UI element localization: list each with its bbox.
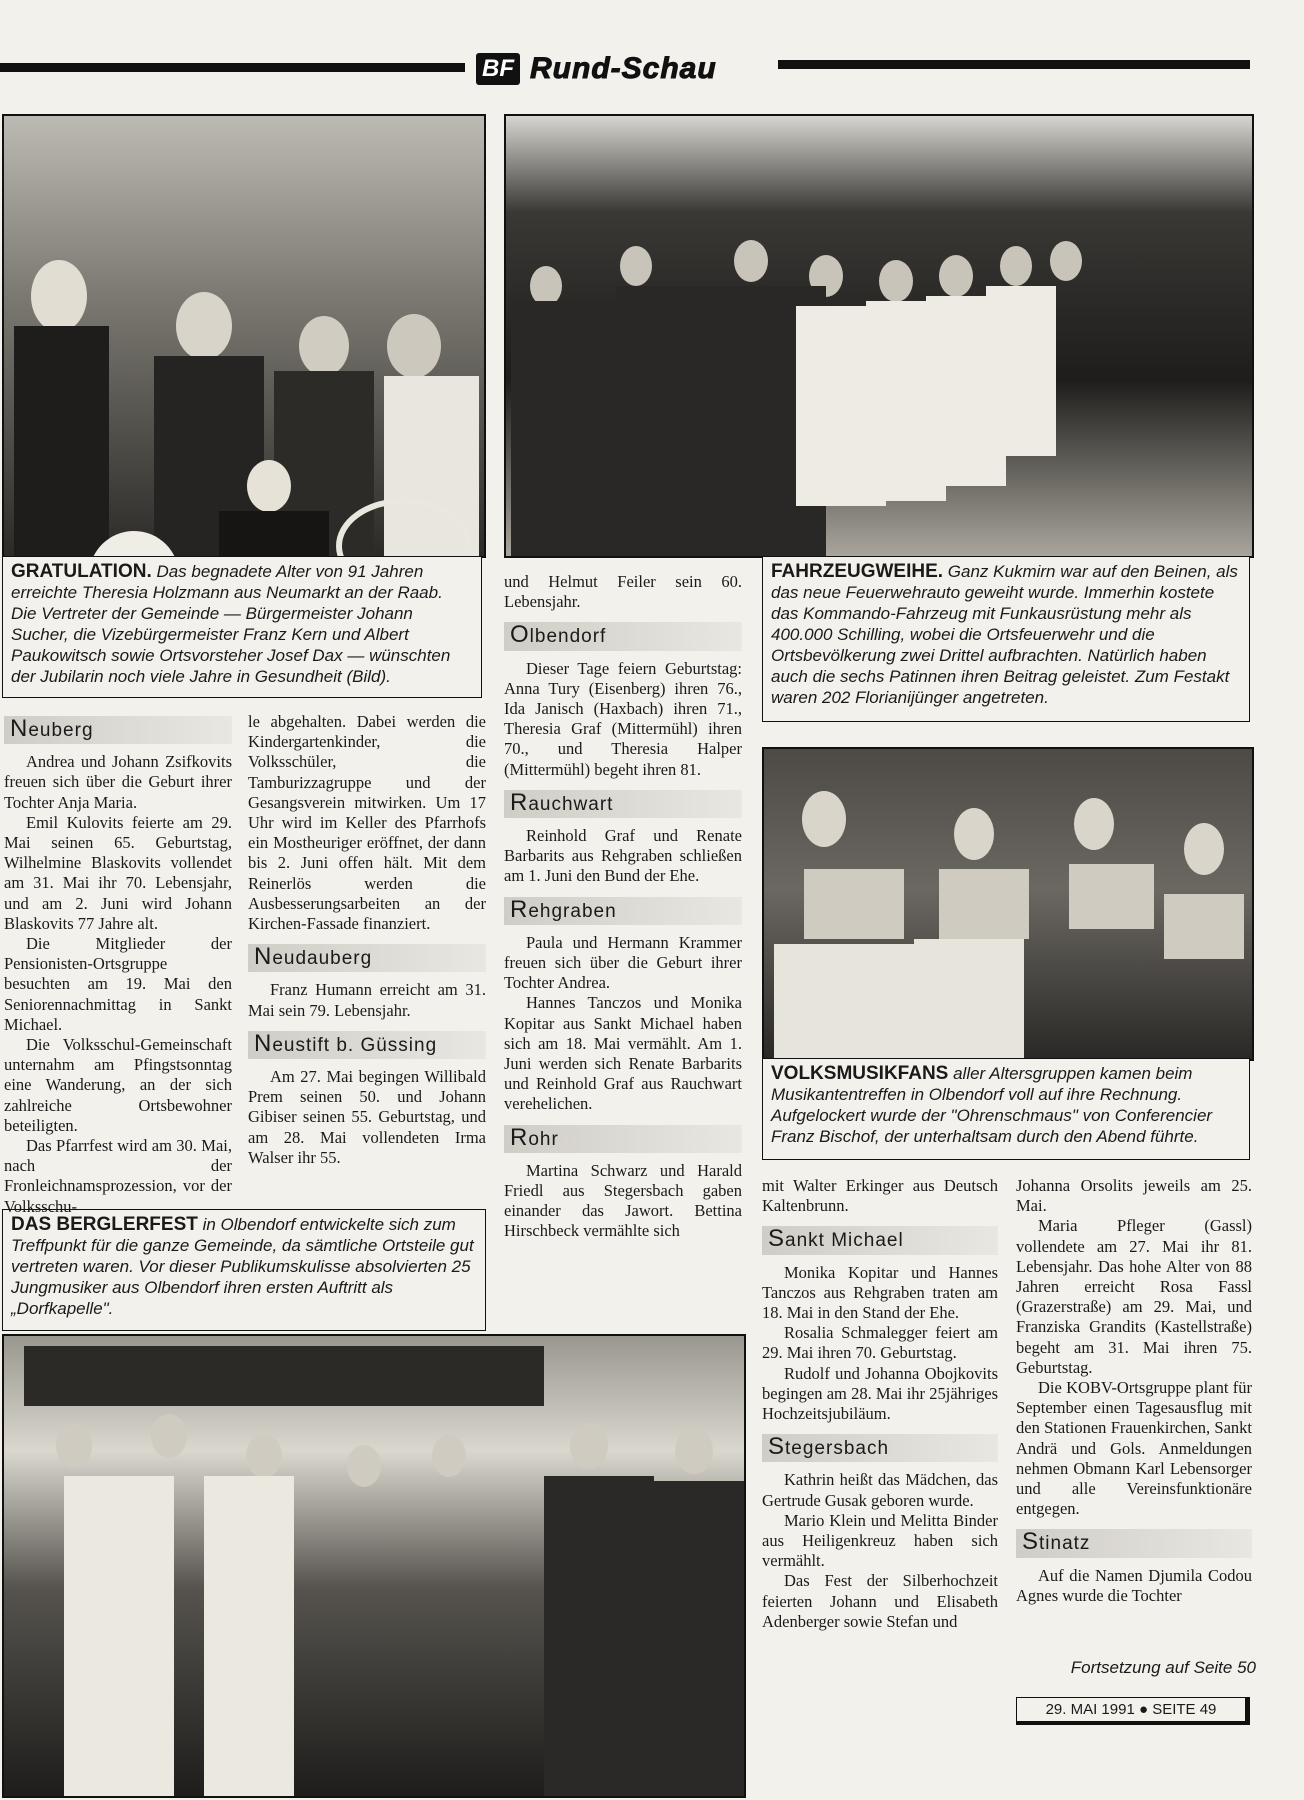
article-paragraph: Die Volksschul-Gemeinschaft unternahm am Pfingstsonntag eine Wanderung, an der sich zahlreiche Ortsbewohner beteiligten. <box>4 1035 232 1135</box>
photo-fahrzeugweihe <box>504 114 1254 558</box>
photo-gratulation-figures <box>4 116 484 556</box>
article-paragraph: Rosalia Schmalegger feiert am 29. Mai ihren 70. Geburtstag. <box>762 1323 998 1363</box>
article-paragraph: Hannes Tanczos und Monika Kopitar aus Sankt Michael haben sich am 18. Mai vermählt. Am 1. Juni werden sich Renate Barbarits und Reinhold Graf aus Rauchwart verehelichen. <box>504 993 742 1114</box>
caption-volksmusik <box>762 1058 1250 1160</box>
article-paragraph: Rudolf und Johanna Obojkovits begingen am 28. Mai ihr 25jähriges Hochzeitsjubiläum. <box>762 1363 998 1424</box>
heading-stegersbach: Stegersbach <box>762 1434 998 1462</box>
article-paragraph: Franz Humann erreicht am 31. Mai sein 79. Lebensjahr. <box>248 980 486 1020</box>
article-paragraph: Andrea und Johann Zsifkovits freuen sich über die Geburt ihrer Tochter Anja Maria. <box>4 752 232 812</box>
heading-sankt-michael: Sankt Michael <box>762 1226 998 1254</box>
caption-berglerfest-text: in Olbendorf entwickelte sich zum Treffpunkt für die ganze Gemeinde, da sämtliche Ortsteile gut vertreten waren. Vor dieser Publikumskulisse absolvierten 25 Jungmusiker aus Olbendorf ihren ersten Auftritt als „Dorfkapelle". <box>11 1215 474 1318</box>
photo-berglerfest-figures <box>4 1336 744 1796</box>
article-paragraph: Auf die Namen Djumila Codou Agnes wurde die Tochter <box>1016 1565 1252 1605</box>
column-2 <box>248 712 486 1168</box>
page-date-badge: 29. MAI 1991 ● SEITE 49 <box>1016 1697 1250 1725</box>
article-paragraph: Das Pfarrfest wird am 30. Mai, nach der Fronleichnamsprozession, vor der Volksschu- <box>4 1136 232 1216</box>
heading-rohr: Rohr <box>504 1125 742 1153</box>
column-3 <box>504 572 742 1242</box>
caption-gratulation-lead: GRATULATION. <box>11 561 152 582</box>
article-paragraph: Johanna Orsolits jeweils am 25. Mai. <box>1016 1176 1252 1216</box>
photo-gratulation <box>2 114 486 558</box>
continued-note: Fortsetzung auf Seite 50 <box>1070 1658 1256 1677</box>
photo-berglerfest <box>2 1334 746 1798</box>
caption-berglerfest <box>2 1209 486 1331</box>
caption-fahrzeugweihe-lead: FAHRZEUGWEIHE. <box>771 561 944 582</box>
caption-volksmusik-lead: VOLKSMUSIKFANS <box>771 1063 949 1084</box>
article-paragraph: Martina Schwarz und Harald Friedl aus Stegersbach gaben einander das Jawort. Bettina Hirschbeck vermählte sich <box>504 1160 742 1241</box>
header-rule-left <box>0 63 465 72</box>
heading-rehgraben: Rehgraben <box>504 897 742 925</box>
article-paragraph: und Helmut Feiler sein 60. Lebensjahr. <box>504 572 742 612</box>
caption-fahrzeugweihe <box>762 556 1250 722</box>
caption-gratulation-text: Das begnadete Alter von 91 Jahren erreichte Theresia Holzmann aus Neumarkt an der Raab. Die Vertreter der Gemeinde — Bürgermeister Johann Sucher, die Vizebürgermeister Franz Kern und Albert Paukowitsch sowie Ortsvorsteher Josef Dax — wünschten der Jubilarin noch viele Jahre in Gesundheit (Bild). <box>11 562 451 686</box>
header-rule-right <box>778 60 1250 69</box>
article-paragraph: Dieser Tage feiern Geburtstag: Anna Tury (Eisenberg) ihren 76., Ida Janisch (Haxbach) ihren 71., Theresia Graf (Mittermühl) ihren 70., und Theresia Halper (Mittermühl) begeht ihren 81. <box>504 658 742 779</box>
article-paragraph: Die Mitglieder der Pensionisten-Ortsgruppe besuchten am 19. Mai den Seniorennachmittag in Sankt Michael. <box>4 934 232 1034</box>
photo-fahrzeugweihe-figures <box>506 116 1252 556</box>
photo-volksmusik-figures <box>764 749 1252 1059</box>
caption-gratulation <box>2 556 482 698</box>
article-paragraph: Mario Klein und Melitta Binder aus Heiligenkreuz haben sich vermählt. <box>762 1510 998 1571</box>
caption-berglerfest-lead: DAS BERGLERFEST <box>11 1214 198 1235</box>
article-paragraph: Emil Kulovits feierte am 29. Mai seinen 65. Geburtstag, Wilhelmine Blaskovits vollendet am 31. Mai ihr 70. Lebensjahr, und am 2. Juni wird Johann Blaskovits 77 Jahre alt. <box>4 812 232 933</box>
section-logo: BF <box>476 53 520 85</box>
heading-neustift: Neustift b. Güssing <box>248 1031 486 1059</box>
column-4 <box>762 1176 998 1632</box>
heading-neudauberg: Neudauberg <box>248 944 486 972</box>
caption-volksmusik-text: aller Altersgruppen kamen beim Musikantentreffen in Olbendorf voll auf ihre Rechnung. Aufgelockert wurde der "Ohrenschmaus" von Conferencier Franz Bischof, der unterhaltsam durch den Abend führte. <box>771 1064 1213 1146</box>
heading-stinatz: Stinatz <box>1016 1529 1252 1557</box>
article-paragraph: Paula und Hermann Krammer freuen sich über die Geburt ihrer Tochter Andrea. <box>504 932 742 993</box>
article-paragraph: Maria Pfleger (Gassl) vollendete am 27. Mai ihr 81. Lebensjahr. Das hohe Alter von 88 Jahren erreicht Rosa Fassl (Grazerstraße) am 29. Mai, und Franziska Grandits (Kastellstraße) begeht am 31. Mai ihren 75. Geburtstag. <box>1016 1216 1252 1377</box>
column-5 <box>1016 1176 1252 1606</box>
article-paragraph: Reinhold Graf und Renate Barbarits aus Rehgraben schließen am 1. Juni den Bund der Ehe. <box>504 826 742 886</box>
article-paragraph: le abgehalten. Dabei werden die Kindergartenkinder, die Volksschüler, die Tamburizzagruppe und der Gesangsverein mitwirken. Um 17 Uhr wird im Keller des Pfarrhofs ein Mostheuriger eröffnet, der dann bis 2. Juni offen hält. Mit dem Reinerlös werden die Ausbesserungsarbeiten an der Kirchen-Fassade finanziert. <box>248 712 486 934</box>
article-paragraph: Die KOBV-Ortsgruppe plant für September einen Tagesausflug mit den Stationen Frauenkirchen, Sankt Andrä und Gols. Anmeldungen nehmen Obmann Karl Lebensorger und alle Vereinsfunktionäre entgegen. <box>1016 1378 1252 1519</box>
article-paragraph: mit Walter Erkinger aus Deutsch Kaltenbrunn. <box>762 1176 998 1216</box>
article-paragraph: Monika Kopitar und Hannes Tanczos aus Rehgraben traten am 18. Mai in den Stand der Ehe. <box>762 1262 998 1323</box>
section-title: Rund-Schau <box>530 52 717 85</box>
article-paragraph: Kathrin heißt das Mädchen, das Gertrude Gusak geboren wurde. <box>762 1470 998 1510</box>
photo-volksmusik <box>762 747 1254 1061</box>
article-paragraph: Das Fest der Silberhochzeit feierten Johann und Elisabeth Adenberger sowie Stefan und <box>762 1571 998 1631</box>
article-paragraph: Am 27. Mai begingen Willibald Prem seinen 50. und Johann Gibiser seinen 55. Geburtstag, und am 28. Mai vollendeten Irma Walser ihr 55. <box>248 1067 486 1167</box>
heading-olbendorf: Olbendorf <box>504 622 742 650</box>
heading-rauchwart: Rauchwart <box>504 790 742 818</box>
caption-fahrzeugweihe-text: Ganz Kukmirn war auf den Beinen, als das neue Feuerwehrauto geweiht wurde. Immerhin kostete das Kommando-Fahrzeug mit Funkausrüstung mehr als 400.000 Schilling, wobei die Ortsfeuerwehr und die Ortsbevölkerung zwei Drittel aufbrachten. Natürlich haben auch die sechs Patinnen ihren Beitrag geleistet. Zum Festakt waren 202 Florianijünger angetreten. <box>771 562 1238 707</box>
section-header <box>476 49 766 89</box>
column-1 <box>4 706 232 1217</box>
heading-neuberg: Neuberg <box>4 716 232 744</box>
